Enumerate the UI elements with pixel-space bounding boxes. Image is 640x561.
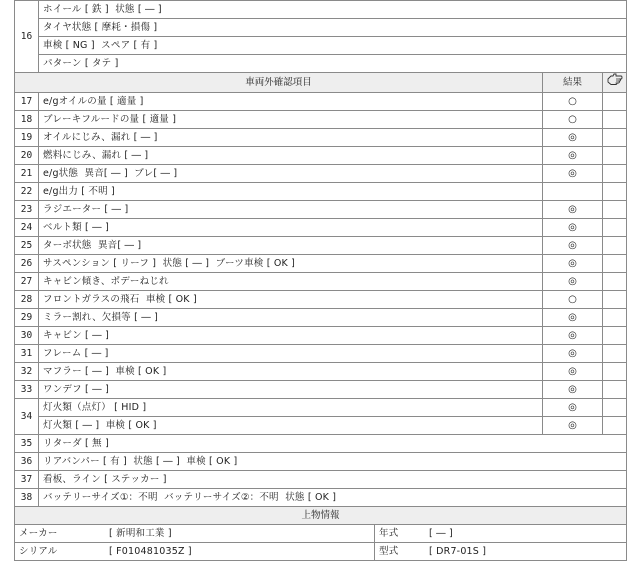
item-description: リアバンパー [ 有 ] 状態 [ ― ] 車検 [ OK ] (39, 453, 627, 471)
upper-info-left (15, 525, 375, 543)
item-description: ミラー割れ、欠損等 [ ― ] (39, 309, 543, 327)
hand-icon (607, 73, 623, 86)
item-number: 37 (15, 471, 39, 489)
item-number: 25 (15, 237, 39, 255)
item-number: 34 (15, 399, 39, 435)
section-header-exterior (15, 73, 627, 93)
item-number: 28 (15, 291, 39, 309)
blank-cell (603, 291, 627, 309)
check-item-row (15, 129, 627, 147)
item-description: キャビン [ ― ] (39, 327, 543, 345)
item-description: マフラー [ ― ] 車検 [ OK ] (39, 363, 543, 381)
item-description: ワンデフ [ ― ] (39, 381, 543, 399)
blank-cell (603, 183, 627, 201)
section-title: 車両外確認項目 (15, 73, 543, 93)
item-description: タイヤ状態 [ 摩耗・損傷 ] (39, 19, 627, 37)
section-title: 上物情報 (15, 507, 627, 525)
item-description: バッテリーサイズ①：不明 バッテリーサイズ②：不明 状態 [ OK ] (39, 489, 627, 507)
field-value: [ F010481035Z ] (109, 546, 192, 557)
item-number: 21 (15, 165, 39, 183)
item-number: 16 (15, 1, 39, 73)
upper-info-left (15, 543, 375, 561)
result-mark (543, 183, 603, 201)
item-number: 29 (15, 309, 39, 327)
result-mark: ◎ (543, 201, 603, 219)
check-item-row (15, 417, 627, 435)
item-number: 20 (15, 147, 39, 165)
check-item-row (15, 381, 627, 399)
result-mark: ○ (543, 93, 603, 111)
blank-cell (603, 417, 627, 435)
result-mark: ◎ (543, 165, 603, 183)
blank-cell (603, 165, 627, 183)
blank-cell (603, 237, 627, 255)
result-mark: ◎ (543, 255, 603, 273)
blank-cell (603, 219, 627, 237)
field-label: 型式 (379, 546, 399, 557)
check-item-row (15, 183, 627, 201)
item-description: ホイール [ 鉄 ] 状態 [ ― ] (39, 1, 627, 19)
item-description: 灯火類（点灯） [ HID ] (39, 399, 543, 417)
result-mark: ◎ (543, 381, 603, 399)
section-header-upper (15, 507, 627, 525)
tire-row (15, 19, 627, 37)
item-description: e/gオイルの量 [ 適量 ] (39, 93, 543, 111)
item-description: 看板、ライン [ ステッカー ] (39, 471, 627, 489)
field-label: シリアル (19, 546, 58, 557)
check-item-row (15, 309, 627, 327)
item-description: 灯火類 [ ― ] 車検 [ OK ] (39, 417, 543, 435)
result-mark: ◎ (543, 147, 603, 165)
blank-cell (603, 381, 627, 399)
check-item-row (15, 255, 627, 273)
item-description: フロントガラスの飛石 車検 [ OK ] (39, 291, 543, 309)
item-number: 30 (15, 327, 39, 345)
field-value: [ DR7-01S ] (429, 546, 487, 557)
check-item-row (15, 201, 627, 219)
item-number: 36 (15, 453, 39, 471)
check-item-row (15, 327, 627, 345)
item-description: ターボ状態 異音[ ― ] (39, 237, 543, 255)
tire-row (15, 55, 627, 73)
blank-cell (603, 345, 627, 363)
hand-icon-cell (603, 73, 627, 93)
result-mark: ◎ (543, 363, 603, 381)
check-item-row (15, 111, 627, 129)
blank-cell (603, 273, 627, 291)
result-mark: ○ (543, 291, 603, 309)
item-number: 19 (15, 129, 39, 147)
item-description: サスペンション [ リーフ ] 状態 [ ― ] ブーツ車検 [ OK ] (39, 255, 543, 273)
result-mark: ◎ (543, 309, 603, 327)
item-number: 18 (15, 111, 39, 129)
check-item-row (15, 345, 627, 363)
result-mark: ◎ (543, 129, 603, 147)
item-description: リターダ [ 無 ] (39, 435, 627, 453)
item-number: 32 (15, 363, 39, 381)
item-number: 17 (15, 93, 39, 111)
result-mark: ◎ (543, 219, 603, 237)
tire-row (15, 37, 627, 55)
result-column-header: 結果 (543, 73, 603, 93)
upper-info-right (375, 543, 627, 561)
item-description: キャビン傾き、ボデーねじれ (39, 273, 543, 291)
check-item-row (15, 435, 627, 453)
field-value: [ 新明和工業 ] (109, 528, 172, 539)
upper-info-row (15, 543, 627, 561)
check-item-row (15, 273, 627, 291)
blank-cell (603, 147, 627, 165)
check-item-row (15, 165, 627, 183)
tire-row (15, 1, 627, 19)
result-mark: ○ (543, 111, 603, 129)
item-description: e/g状態 異音[ ― ] ブレ[ ― ] (39, 165, 543, 183)
item-number: 33 (15, 381, 39, 399)
field-value: [ ― ] (429, 528, 453, 539)
item-description: ベルト類 [ ― ] (39, 219, 543, 237)
check-item-row (15, 399, 627, 417)
item-number: 24 (15, 219, 39, 237)
upper-info-row (15, 525, 627, 543)
item-number: 38 (15, 489, 39, 507)
blank-cell (603, 201, 627, 219)
check-item-row (15, 453, 627, 471)
item-description: フレーム [ ― ] (39, 345, 543, 363)
item-number: 31 (15, 345, 39, 363)
item-description: パターン [ タテ ] (39, 55, 627, 73)
item-number: 26 (15, 255, 39, 273)
result-mark: ◎ (543, 237, 603, 255)
check-item-row (15, 489, 627, 507)
blank-cell (603, 93, 627, 111)
blank-cell (603, 111, 627, 129)
inspection-table (14, 0, 627, 561)
item-description: オイルにじみ、漏れ [ ― ] (39, 129, 543, 147)
result-mark: ◎ (543, 417, 603, 435)
result-mark: ◎ (543, 327, 603, 345)
item-description: ブレーキフルードの量 [ 適量 ] (39, 111, 543, 129)
result-mark: ◎ (543, 399, 603, 417)
item-description: 燃料にじみ、漏れ [ ― ] (39, 147, 543, 165)
blank-cell (603, 309, 627, 327)
check-item-row (15, 147, 627, 165)
check-item-row (15, 93, 627, 111)
blank-cell (603, 129, 627, 147)
check-item-row (15, 291, 627, 309)
item-description: ラジエーター [ ― ] (39, 201, 543, 219)
item-number: 35 (15, 435, 39, 453)
result-mark: ◎ (543, 345, 603, 363)
blank-cell (603, 399, 627, 417)
item-description: e/g出力 [ 不明 ] (39, 183, 543, 201)
check-item-row (15, 363, 627, 381)
field-label: 年式 (379, 528, 399, 539)
check-item-row (15, 219, 627, 237)
blank-cell (603, 327, 627, 345)
item-number: 27 (15, 273, 39, 291)
item-number: 23 (15, 201, 39, 219)
item-description: 車検 [ NG ] スペア [ 有 ] (39, 37, 627, 55)
item-number: 22 (15, 183, 39, 201)
inspection-sheet (14, 0, 626, 557)
check-item-row (15, 237, 627, 255)
blank-cell (603, 363, 627, 381)
blank-cell (603, 255, 627, 273)
result-mark: ◎ (543, 273, 603, 291)
field-label: メーカー (19, 528, 58, 539)
upper-info-right (375, 525, 627, 543)
